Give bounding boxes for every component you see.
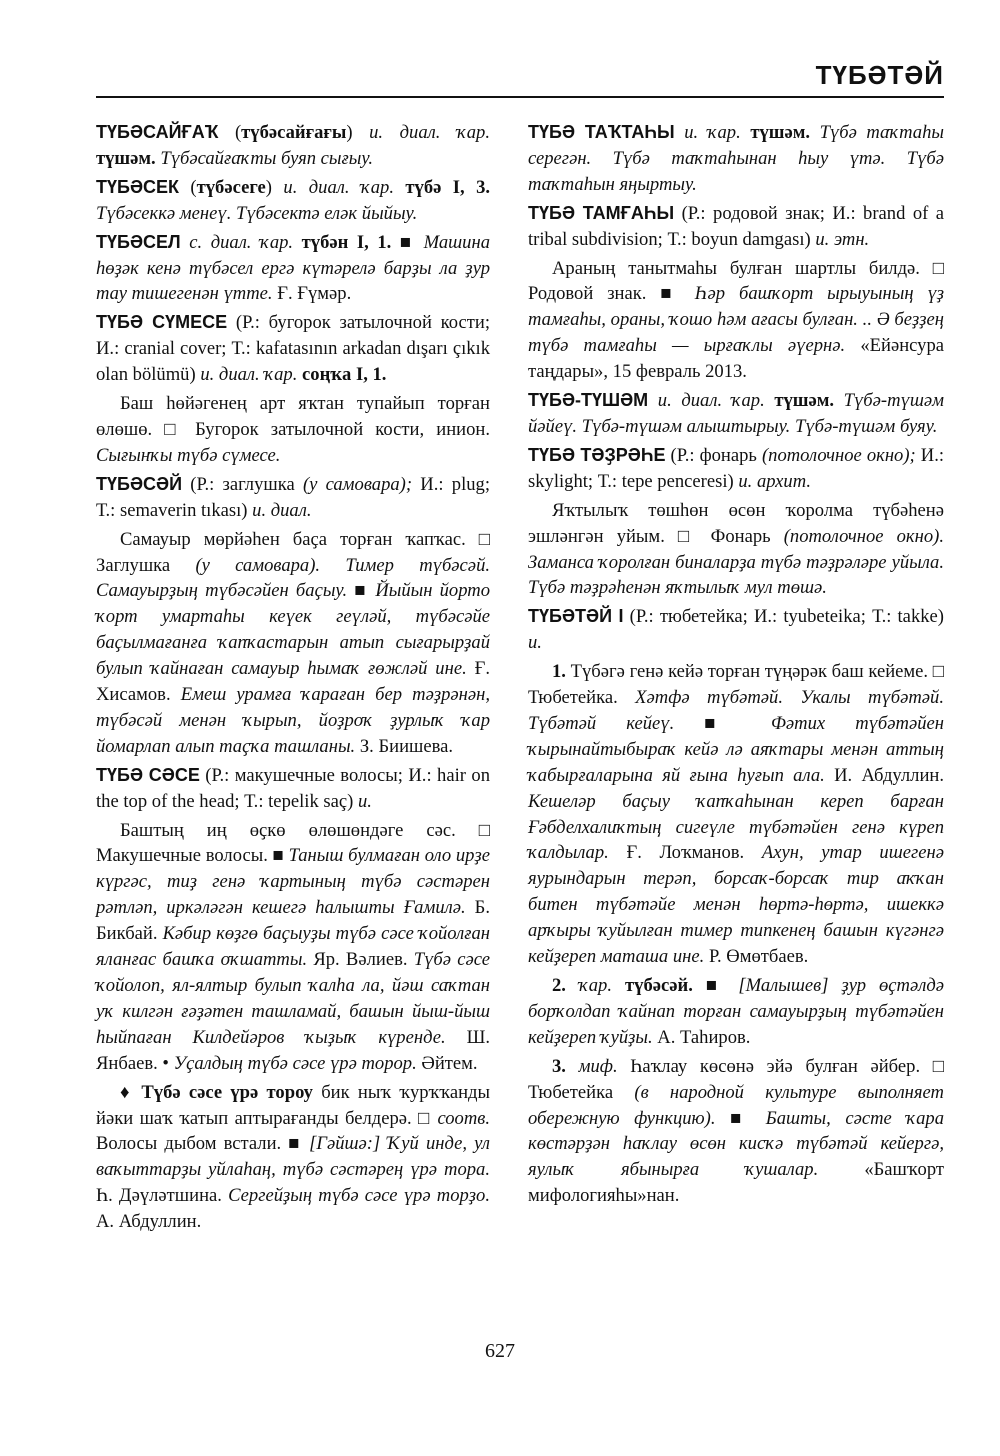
- entry-text: (Р.: заглушка: [182, 473, 303, 495]
- entry-text: Сығынҡы түбә сүмесе.: [96, 444, 281, 466]
- definition-paragraph: [96, 818, 490, 1077]
- entry-text: Ғ. Лоҡманов.: [608, 842, 762, 864]
- definition-paragraph: [528, 973, 944, 1051]
- entry-text: и. диал. ҡар.: [657, 390, 765, 412]
- definition-paragraph: [96, 527, 490, 760]
- entry-text: (у самовара). Тимер түбәсәй. Самауырҙың түбәсәйен баҫыу.: [96, 554, 491, 602]
- entry-text: Сергейҙың түбә сәсе үрә торҙо.: [228, 1185, 490, 1207]
- entry-text: [648, 390, 658, 411]
- entry-text: Емеш урамға ҡараған бер тәҙрәнән, түбәсәй менән ҡырып, йоҙроҡ ҙурлыҡ ҡар йомарлап алып таҫҡа ташланы.: [96, 684, 490, 757]
- entry-text: түшәм.: [96, 147, 156, 169]
- entry-text: «Башҡорт мифологияһы»нан.: [528, 1159, 945, 1207]
- entry-text: 1.: [552, 661, 566, 683]
- definition-paragraph: [528, 1054, 944, 1209]
- entry-text: Баш һөйәгенең арт яҡтан тупайып торған өлөшө. □ Бугорок затылочной кости, инион.: [96, 393, 490, 440]
- entry-text: Яр. Вәлиев.: [307, 949, 414, 971]
- entry-text: түбә I, 3.: [405, 176, 491, 198]
- headword: ТҮБӘ ТАМҒАҺЫ: [528, 202, 675, 223]
- page-number: 627: [485, 1340, 515, 1362]
- entry-text: Уҫалдың түбә сәсе үрә торор.: [173, 1052, 417, 1074]
- entry-text: ■: [715, 1107, 766, 1129]
- dictionary-entry: [96, 175, 490, 227]
- entry-text: миф.: [578, 1055, 618, 1077]
- entry-text: [Малышев] ҙур өҫтәлдә борҡолдап ҡайнап торған самауырҙың түбәтәйен кейҙереп ҡуйҙы.: [528, 975, 945, 1048]
- entry-text: Түбә сәсе үрә тороу: [141, 1081, 313, 1103]
- headword: ТҮБӘСАЙҒАҠ: [96, 122, 219, 142]
- entry-text: Түбә-түшәм йәйеү. Түбә-түшәм алыштырыу. Түбә-түшәм буяу.: [528, 390, 944, 437]
- entry-text: (потолочное окно). Заманса ҡоролған биналарҙа түбә тәҙрәләре уйыла. Түбә тәҙрәһенән яҡтылыҡ мул төшә.: [528, 525, 944, 599]
- entry-text: түбәсеге: [196, 176, 266, 198]
- entry-text: и. диал. ҡар.: [283, 176, 394, 198]
- headword: ТҮБӘСӘЙ: [96, 473, 183, 494]
- headword: ТҮБӘСЕК: [96, 176, 180, 197]
- entry-text: и.: [528, 632, 542, 654]
- entry-text: Һ. Дәүләтшина.: [96, 1185, 229, 1207]
- entry-text: Ш. Янбаев. •: [96, 1026, 490, 1074]
- entry-text: [566, 975, 579, 996]
- entry-text: А. Абдуллин.: [96, 1211, 202, 1233]
- entry-text: (Р.: макушечные волосы; И.: hair on the top of the head; Т.: tepelik saç): [96, 764, 490, 812]
- dictionary-entry: [528, 443, 944, 495]
- entry-text: [834, 390, 844, 411]
- entry-text: и. диал. ҡар.: [200, 364, 298, 386]
- entry-text: (потолочное окно);: [761, 444, 916, 466]
- entry-text: Йыйын йорто ҡорт умартаһы кеүек геүләй, түбәсәйе баҫылмағанға ҡапҡастарын атып сығарырҙай булып ҡайнаған самауыр һымаҡ ғөжләй ине.: [96, 580, 491, 680]
- entry-text: (: [179, 176, 197, 198]
- entry-text: Түбә сәсе ҡойолоп, ял-ялтыр булып ҡалһа ла, йәш саҡтан уҡ килгән ғәҙәтен ташламай, башын йыш-йыш һыйпаған Килдейәров ҡыҙыҡ күренде.: [96, 949, 490, 1048]
- entry-text: Ғ. Хисамов.: [96, 658, 491, 706]
- entry-text: Волосы дыбом встали. ■: [96, 1133, 310, 1155]
- entry-text: түбән I, 1.: [301, 231, 392, 253]
- entry-text: (: [218, 122, 242, 143]
- dictionary-entry: [528, 201, 944, 253]
- entry-text: соңҡа I, 1.: [302, 364, 387, 386]
- entry-text: Ғ. Ғүмәр.: [272, 283, 352, 305]
- definition-paragraph: [96, 391, 490, 469]
- entry-text: Кәбир көҙгө баҫыуҙы түбә сәсе ҡойолған яланғас башҡа оҡшатты.: [96, 923, 490, 971]
- entry-text: түбәсайғағы: [241, 122, 347, 143]
- header-rule: [96, 96, 944, 98]
- entry-text: Яҡтылыҡ төшһөн өсөн ҡоролма түбәһенә эшләнгән уйым. □ Фонарь: [528, 499, 944, 547]
- entry-text: А. Таһиров.: [652, 1026, 751, 1048]
- dictionary-entry: [528, 120, 944, 198]
- entry-text: [741, 122, 751, 143]
- entry-text: (Р.: фонарь: [665, 444, 762, 466]
- headword: ТҮБӘ СӘСЕ: [96, 764, 200, 785]
- headword: ТҮБӘ-ТҮШӘМ: [528, 390, 649, 411]
- entry-text: Түбәгә генә кейә торған түңәрәк баш кейеме. □ Тюбетейка.: [528, 661, 944, 709]
- entry-text: түшәм.: [774, 390, 835, 412]
- entry-text: ): [346, 122, 370, 143]
- headword: ТҮБӘ ТӘҘРӘҺЕ: [528, 444, 666, 465]
- entry-text: ҡар.: [578, 975, 613, 996]
- entry-text: Таныш булмаған оло ирҙе күргәс, тиҙ генә ҡартының түбә сәстәрен рәтләп, иркәләгән кешегә һалышты Ғамилә.: [96, 845, 490, 919]
- entry-text: (Р.: бугорок затылочной кости; И.: cranial cover; Т.: kafatasının arkadan dışarı çıkık olan bölümü): [96, 312, 491, 386]
- dictionary-entry: [528, 604, 944, 656]
- entry-text: и. диал.: [252, 499, 312, 521]
- entry-text: Хәтфә түбәтәй. Укалы түбәтәй. Түбәтәй кейеү.: [528, 687, 944, 734]
- entry-text: [675, 122, 685, 143]
- entry-text: ): [265, 176, 284, 198]
- entry-text: и. диал. ҡар.: [369, 122, 490, 143]
- entry-text: Һәр башҡорт ырыуының үҙ тамғаһы, ораны, ҡошо һәм ағасы булған. .. Ә беҙҙең түбә тамғаһы — ырғаҡлы әүернә.: [528, 283, 944, 357]
- definition-paragraph: [96, 1080, 490, 1235]
- entry-text: 2.: [552, 975, 566, 996]
- entry-text: түшәм.: [750, 122, 811, 143]
- definition-paragraph: [528, 256, 944, 386]
- entry-text: «Ейәнсура таңдары», 15 февраль 2013.: [528, 335, 944, 383]
- entry-text: Әйтем.: [416, 1052, 478, 1074]
- entry-text: Б. Бикбай.: [96, 897, 490, 945]
- entry-text: и. ҡар.: [684, 122, 741, 143]
- entry-text: Һаҡлау көсөнә эйә булған әйбер. □ Тюбетейка: [528, 1055, 944, 1103]
- entry-text: (у самовара);: [302, 473, 413, 495]
- dictionary-entry: [528, 388, 944, 440]
- headword: ТҮБӘ СҮМЕСЕ: [96, 312, 228, 333]
- entry-text: с. диал. ҡар.: [189, 231, 294, 253]
- entry-text: [181, 232, 190, 253]
- entry-text: [810, 122, 820, 143]
- entry-text: Кешеләр баҫыу ҡапҡаһынан кереп барған Ғәбделхалиҡтың сигеүле түбәтәйен генә күреп ҡалдылар.: [528, 790, 944, 864]
- entry-text: Түбәсеккә менеү. Түбәсектә еләк йыйыу.: [96, 202, 418, 224]
- headword: ТҮБӘ ТАҠТАҺЫ: [528, 122, 675, 142]
- entry-text: З. Биишева.: [355, 735, 454, 757]
- dictionary-entry: [96, 763, 490, 815]
- entry-text: ■: [674, 712, 771, 734]
- dictionary-entry: [96, 472, 490, 524]
- entry-text: Машина һөҙәк кенә түбәсел ергә күтәрелә барҙы ла ҙур тау тишегенән үтте.: [96, 231, 491, 305]
- entry-text: Башты, сәсте ҡара көстәрҙән һаҡлау өсөн кисҡә түбәтәй кейергә, яулыҡ ябынырға ҡушалар.: [528, 1107, 945, 1181]
- entry-text: Араның танытмаһы булған шартлы билдә. □ Родовой знак. ■: [528, 257, 944, 305]
- left-column: [96, 120, 490, 1238]
- entry-text: ■: [347, 580, 376, 602]
- entry-text: ♦: [120, 1081, 142, 1103]
- right-column: [528, 120, 944, 1212]
- entry-text: И.: skylight; Т.: tepe penceresi): [528, 444, 945, 492]
- entry-text: Самауыр мөрйәһен баҫа торған ҡапҡас. □ Заглушка: [96, 528, 490, 576]
- entry-text: [566, 1056, 579, 1077]
- running-head: ТҮБӘТӘЙ: [815, 60, 944, 90]
- entry-text: [293, 232, 302, 253]
- entry-text: ■: [692, 975, 739, 996]
- entry-text: Баштың иң өҫкө өлөшөндәге сәс. □ Макушечные волосы. ■: [96, 819, 490, 867]
- entry-text: ■: [391, 231, 424, 253]
- headword: ТҮБӘСЕЛ: [96, 231, 181, 252]
- headword: ТҮБӘТӘЙ I: [528, 606, 624, 627]
- entry-text: и. этн.: [815, 228, 870, 250]
- entry-text: И.: plug; Т.: semaverin tıkası): [96, 473, 491, 521]
- entry-text: Түбә таҡтаһы серегән. Түбә таҡтаһынан һыу үтә. Түбә таҡтаһын яңыртыу.: [528, 122, 944, 195]
- entry-text: Фәтих түбәтәйен ҡырынайтыбыраҡ кейә лә аяҡтары менән аттың ҡабырғаларына яй ғына һуғып ала.: [528, 712, 944, 786]
- entry-text: и. архит.: [738, 470, 812, 492]
- entry-text: бик ныҡ ҡурҡҡанды йәки шаҡ ҡатып аптырағанды белдерә. □: [96, 1081, 491, 1129]
- entry-text: и.: [357, 790, 372, 812]
- entry-text: [Гәйшә:] Ҡуй инде, ул ваҡыттарҙы уйлаһаң, түбә сәстәрең үрә тора.: [96, 1133, 490, 1181]
- definition-paragraph: [528, 659, 944, 970]
- entry-text: түбәсәй.: [625, 975, 693, 996]
- entry-text: 3.: [552, 1055, 566, 1077]
- dictionary-entry: [96, 310, 490, 388]
- entry-text: [612, 975, 625, 996]
- entry-text: (в народной культуре выполняет обережную функцию).: [528, 1081, 944, 1129]
- entry-text: И. Абдуллин.: [824, 764, 944, 786]
- entry-text: Түбәсайғаҡты буяп сығыу.: [160, 147, 374, 169]
- entry-text: [394, 177, 405, 198]
- dictionary-entry: [96, 230, 490, 308]
- entry-text: (Р.: родовой знак; И.: brand of a tribal subdivision; Т.: boyun damgası): [528, 202, 945, 250]
- entry-text: Р. Өмөтбаев.: [704, 946, 809, 968]
- entry-text: Ахун, утар ишегенә яурындарын терәп, борсаҡ-борсаҡ тир аҡҡан битен түбәтәйе менән һөртә-һөртә, ишеккә арҡыры ҡуйылған тимер типкенең башын күгәнгә кейҙереп маташа ине.: [528, 842, 944, 968]
- entry-text: [765, 390, 775, 411]
- dictionary-entry: [96, 120, 490, 172]
- entry-text: соотв.: [437, 1107, 490, 1129]
- definition-paragraph: [528, 498, 944, 602]
- entry-text: (Р.: тюбетейка; И.: tyubeteika; Т.: takke): [623, 606, 944, 628]
